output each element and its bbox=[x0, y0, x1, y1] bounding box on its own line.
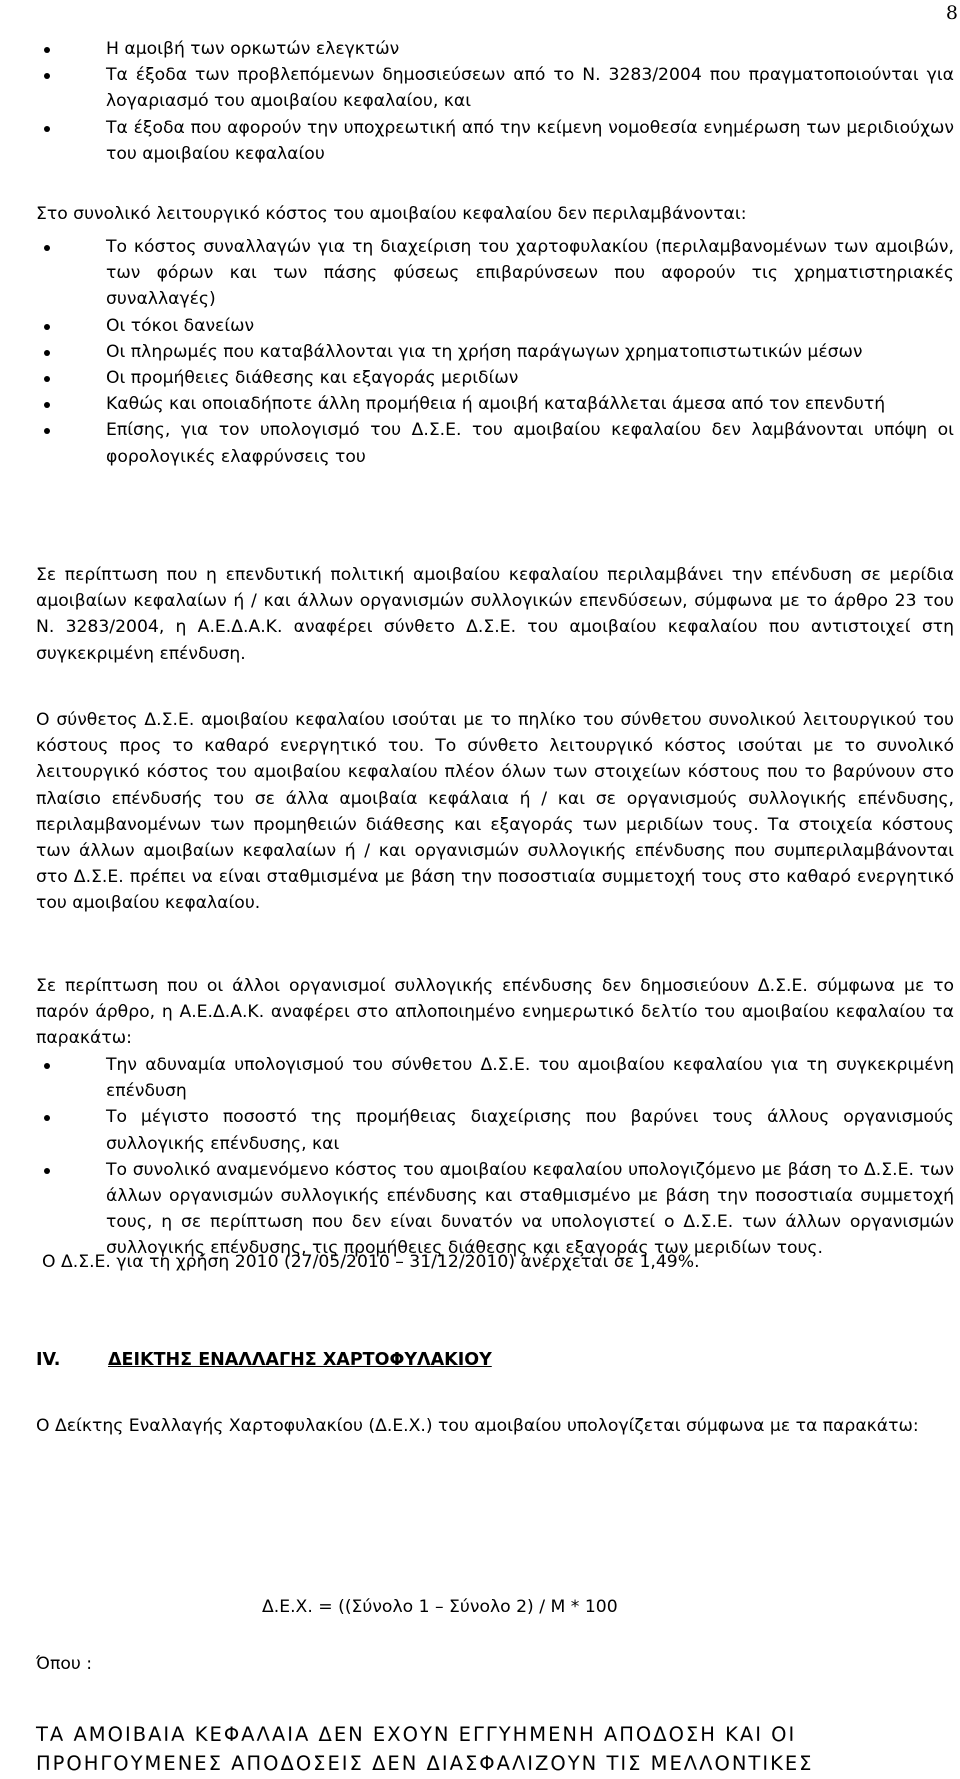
bullet-icon bbox=[44, 1063, 50, 1069]
list-item: Το μέγιστο ποσοστό της προμήθειας διαχείρισης που βαρύνει τους άλλους οργανισμούς συλλογικής επένδυσης, και bbox=[36, 1104, 954, 1156]
bullet-icon bbox=[44, 47, 50, 53]
ter-result-paragraph: Ο Δ.Σ.Ε. για τη χρήση 2010 (27/05/2010 – 31/12/2010) ανέρχεται σε 1,49%. bbox=[42, 1252, 700, 1272]
bullet-icon bbox=[44, 324, 50, 330]
turnover-formula: Δ.Ε.Χ. = ((Σύνολο 1 – Σύνολο 2) / Μ * 100 bbox=[262, 1597, 618, 1617]
list-item: Οι προμήθειες διάθεσης και εξαγοράς μεριδίων bbox=[36, 365, 954, 391]
bullet-icon bbox=[44, 428, 50, 434]
other-organisations-paragraph: Σε περίπτωση που οι άλλοι οργανισμοί συλλογικής επένδυσης δεν δημοσιεύουν Δ.Σ.Ε. σύμφωνα με το παρόν άρθρο, η Α.Ε.Δ.Α.Κ. αναφέρει στο απλοποιημένο ενημερωτικό δελτίο του αμοιβαίου κεφαλαίου τα παρακάτω: bbox=[36, 976, 954, 1049]
bullet-icon bbox=[44, 126, 50, 132]
not-included-intro: Στο συνολικό λειτουργικό κόστος του αμοιβαίου κεφαλαίου δεν περιλαμβάνονται: bbox=[36, 204, 747, 224]
list-item: Οι τόκοι δανείων bbox=[36, 313, 954, 339]
list-item: Τα έξοδα που αφορούν την υποχρεωτική από την κείμενη νομοθεσία ενημέρωση των μεριδιούχων του αμοιβαίου κεφαλαίου bbox=[36, 115, 954, 167]
section-title: ΔΕΙΚΤΗΣ ΕΝΑΛΛΑΓΗΣ ΧΑΡΤΟΦΥΛΑΚΙΟΥ bbox=[108, 1350, 492, 1370]
costs-not-included-list bbox=[36, 234, 954, 470]
section-heading bbox=[36, 1350, 492, 1370]
list-item: Το συνολικό αναμενόμενο κόστος του αμοιβαίου κεφαλαίου υπολογιζόμενο με βάση το Δ.Σ.Ε. των άλλων οργανισμών συλλογικής επένδυσης και σταθμισμένο με βάση την ποσοστιαία συμμετοχή τους, η σε περίπτωση που δεν είναι δυνατόν να υπολογιστεί ο Δ.Σ.Ε. των άλλων οργανισμών συλλογικής επένδυσης, τις προμήθειες διάθεσης και εξαγοράς των μεριδίων τους. bbox=[36, 1157, 954, 1262]
section-number: IV. bbox=[36, 1350, 61, 1370]
list-item: Η αμοιβή των ορκωτών ελεγκτών bbox=[36, 36, 954, 62]
composite-ter-paragraph: Ο σύνθετος Δ.Σ.Ε. αμοιβαίου κεφαλαίου ισούται με το πηλίκο του σύνθετου συνολικού λειτουργικού του κόστους προς το καθαρό ενεργητικό του. Το σύνθετο λειτουργικό κόστος ισούται με το συνολικό λειτουργικό κόστος του αμοιβαίου κεφαλαίου πλέον όλων των στοιχείων κόστους που το βαρύνουν στο πλαίσιο επένδυσής του σε άλλα αμοιβαία κεφάλαια ή / και σε οργανισμούς συλλογικής επένδυσης, περιλαμβανομένων των προμηθειών διάθεσης και εξαγοράς των μεριδίων τους. Τα στοιχεία κόστους των άλλων αμοιβαίων κεφαλαίων ή / και οργανισμών συλλογικής επένδυσης που συμπεριλαμβάνονται στο Δ.Σ.Ε. πρέπει να είναι σταθμισμένα με βάση την ποσοστιαία συμμετοχή τους στο καθαρό ενεργητικό του αμοιβαίου κεφαλαίου. bbox=[36, 710, 954, 914]
bullet-icon bbox=[44, 73, 50, 79]
where-label: Όπου : bbox=[36, 1654, 93, 1674]
list-item: Την αδυναμία υπολογισμού του σύνθετου Δ.Σ.Ε. του αμοιβαίου κεφαλαίου για τη συγκεκριμένη επένδυση bbox=[36, 1052, 954, 1104]
bullet-icon bbox=[44, 1115, 50, 1121]
bullet-icon bbox=[44, 350, 50, 356]
list-item: Οι πληρωμές που καταβάλλονται για τη χρήση παράγωγων χρηματοπιστωτικών μέσων bbox=[36, 339, 954, 365]
bullet-icon bbox=[44, 245, 50, 251]
turnover-intro-paragraph: Ο Δείκτης Εναλλαγής Χαρτοφυλακίου (Δ.Ε.Χ.) του αμοιβαίου υπολογίζεται σύμφωνα με τα παρακάτω: bbox=[36, 1416, 919, 1436]
disclosures-list bbox=[36, 1052, 954, 1262]
list-item: Επίσης, για τον υπολογισμό του Δ.Σ.Ε. του αμοιβαίου κεφαλαίου δεν λαμβάνονται υπόψη οι φορολογικές ελαφρύνσεις του bbox=[36, 417, 954, 469]
list-item: Το κόστος συναλλαγών για τη διαχείριση του χαρτοφυλακίου (περιλαμβανομένων των αμοιβών, των φόρων και των πάσης φύσεως επιβαρύνσεων που αφορούν τις χρηματιστηριακές συναλλαγές) bbox=[36, 234, 954, 313]
bullet-icon bbox=[44, 376, 50, 382]
page-number: 8 bbox=[945, 2, 958, 24]
bullet-icon bbox=[44, 402, 50, 408]
costs-included-list bbox=[36, 36, 954, 167]
list-item: Καθώς και οποιαδήποτε άλλη προμήθεια ή αμοιβή καταβάλλεται άμεσα από τον επενδυτή bbox=[36, 391, 954, 417]
investment-policy-paragraph: Σε περίπτωση που η επενδυτική πολιτική αμοιβαίου κεφαλαίου περιλαμβάνει την επένδυση σε μερίδια αμοιβαίων κεφαλαίων ή / και άλλων οργανισμών συλλογικών επενδύσεων, σύμφωνα με το άρθρο 23 του Ν. 3283/2004, η Α.Ε.Δ.Α.Κ. αναφέρει σύνθετο Δ.Σ.Ε. του αμοιβαίου κεφαλαίου που αντιστοιχεί στη συγκεκριμένη επένδυση. bbox=[36, 565, 954, 664]
list-item: Τα έξοδα των προβλεπόμενων δημοσιεύσεων από το Ν. 3283/2004 που πραγματοποιούνται για λογαριασμό του αμοιβαίου κεφαλαίου, και bbox=[36, 62, 954, 114]
bullet-icon bbox=[44, 1168, 50, 1174]
disclaimer-footer: ΤΑ ΑΜΟΙΒΑΙΑ ΚΕΦΑΛΑΙΑ ΔΕΝ ΕΧΟΥΝ ΕΓΓΥΗΜΕΝΗ ΑΠΟΔΟΣΗ ΚΑΙ ΟΙ ΠΡΟΗΓΟΥΜΕΝΕΣ ΑΠΟΔΟΣΕΙΣ ΔΕΝ ΔΙΑΣΦΑΛΙΖΟΥΝ ΤΙΣ ΜΕΛΛΟΝΤΙΚΕΣ bbox=[36, 1723, 814, 1775]
